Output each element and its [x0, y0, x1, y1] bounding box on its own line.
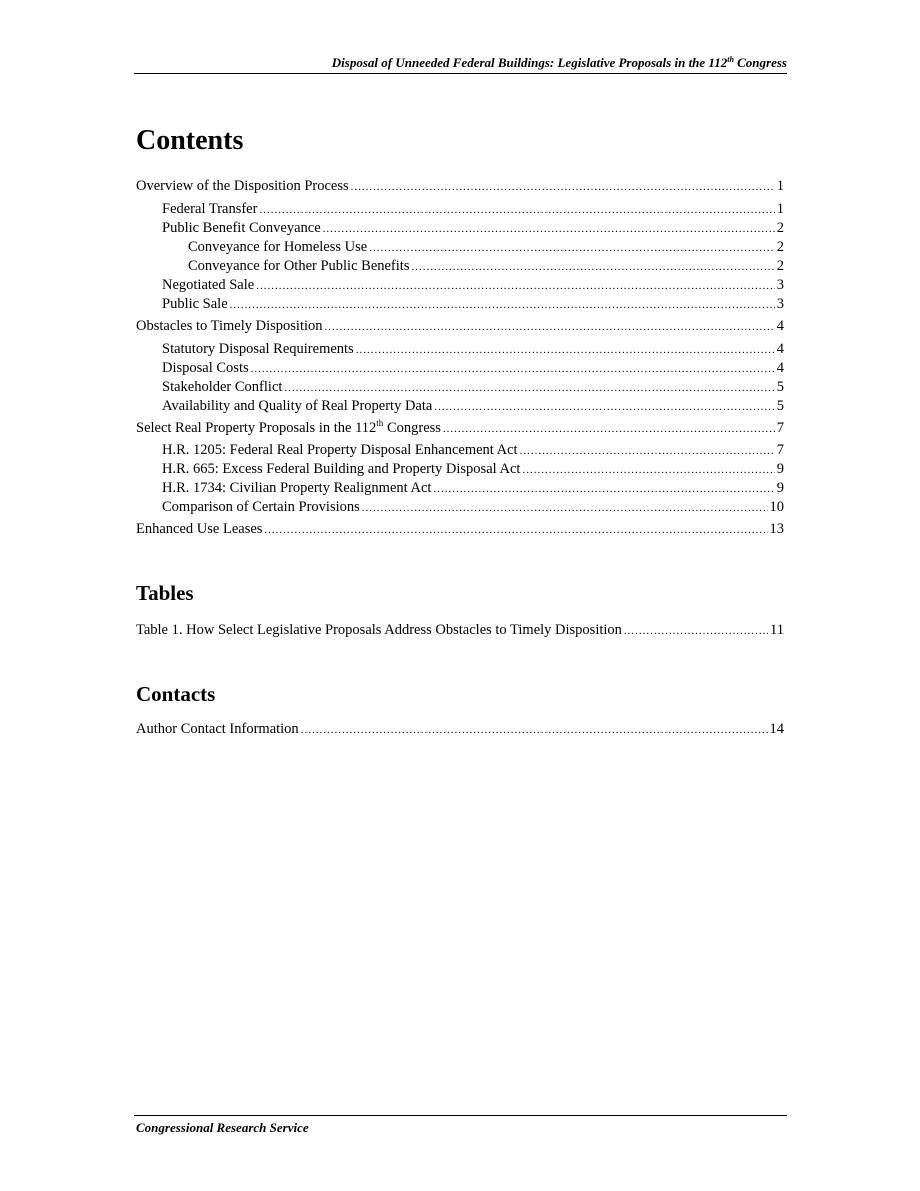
toc-entry-page: 2	[776, 239, 784, 255]
toc-entry-page: 4	[776, 341, 784, 357]
toc-entry-page: 1	[776, 201, 784, 217]
toc-entry-public-sale[interactable]	[162, 295, 784, 313]
toc-entry-obstacles[interactable]	[136, 317, 784, 335]
toc-entry-author-contact[interactable]	[136, 720, 784, 738]
toc-entry-label: Conveyance for Other Public Benefits	[188, 258, 410, 274]
header-rule	[134, 73, 787, 74]
toc-entry-page: 3	[776, 296, 784, 312]
toc-entry-label: Federal Transfer	[162, 201, 258, 217]
toc-entry-label: Disposal Costs	[162, 360, 249, 376]
toc-entry-real-property-data[interactable]	[162, 397, 784, 415]
running-header	[134, 55, 787, 71]
header-title-superscript: th	[727, 55, 734, 64]
dot-leader	[351, 178, 775, 196]
dot-leader	[443, 420, 775, 438]
toc-entry-table-1[interactable]	[136, 621, 784, 639]
toc-entry-page: 7	[776, 420, 784, 436]
toc-entry-label: Stakeholder Conflict	[162, 379, 283, 395]
toc-entry-enhanced-use-leases[interactable]	[136, 520, 784, 538]
toc-entry-label: Author Contact Information	[136, 721, 299, 737]
toc-entry-page: 5	[776, 379, 784, 395]
toc-entry-stakeholder-conflict[interactable]	[162, 378, 784, 396]
dot-leader	[520, 442, 775, 460]
toc-entry-page: 13	[769, 521, 784, 537]
toc-entry-label: Conveyance for Homeless Use	[188, 239, 368, 255]
dot-leader	[411, 258, 774, 276]
toc-entry-page: 9	[776, 480, 784, 496]
contents-title: Contents	[136, 125, 244, 156]
dot-leader	[323, 220, 775, 238]
toc-entry-page: 9	[776, 461, 784, 477]
toc-entry-label-main: Select Real Property Proposals in the 112	[136, 420, 377, 436]
toc-entry-label-superscript: th	[376, 418, 384, 428]
toc-entry-label-end: Congress	[383, 420, 441, 436]
dot-leader	[301, 721, 768, 739]
dot-leader	[325, 318, 775, 336]
toc-entry-label	[136, 419, 441, 437]
contacts-title: Contacts	[136, 682, 216, 706]
toc-entry-label: Comparison of Certain Provisions	[162, 499, 360, 515]
toc-entry-other-public-benefits[interactable]	[188, 257, 784, 275]
toc-entry-disposal-costs[interactable]	[162, 359, 784, 377]
header-title: Disposal of Unneeded Federal Buildings: Legislative Proposals in the 112	[331, 55, 728, 70]
toc-entry-page: 11	[770, 622, 784, 638]
dot-leader	[256, 277, 775, 295]
toc-entry-hr-1734[interactable]	[162, 479, 784, 497]
toc-entry-label: Availability and Quality of Real Property Data	[162, 398, 433, 414]
toc-entry-page: 2	[776, 258, 784, 274]
toc-entry-label: Table 1. How Select Legislative Proposals Address Obstacles to Timely Disposition	[136, 622, 622, 638]
dot-leader	[230, 296, 775, 314]
toc-entry-hr-665[interactable]	[162, 460, 784, 478]
dot-leader	[356, 341, 775, 359]
dot-leader	[251, 360, 775, 378]
toc-entry-label: Public Sale	[162, 296, 228, 312]
footer-text: Congressional Research Service	[136, 1120, 309, 1135]
dot-leader	[264, 521, 767, 539]
toc-entry-negotiated-sale[interactable]	[162, 276, 784, 294]
toc-entry-label: Enhanced Use Leases	[136, 521, 263, 537]
toc-entry-federal-transfer[interactable]	[162, 200, 784, 218]
toc-entry-label: Public Benefit Conveyance	[162, 220, 321, 236]
toc-entry-select-proposals[interactable]	[136, 419, 784, 437]
toc-entry-label: H.R. 1734: Civilian Property Realignment Act	[162, 480, 432, 496]
toc-entry-label: Statutory Disposal Requirements	[162, 341, 354, 357]
dot-leader	[434, 398, 774, 416]
toc-entry-page: 10	[769, 499, 784, 515]
toc-entry-statutory-requirements[interactable]	[162, 340, 784, 358]
footer-rule	[134, 1115, 787, 1116]
toc-entry-comparison[interactable]	[162, 498, 784, 516]
dot-leader	[362, 499, 768, 517]
toc-entry-public-benefit-conveyance[interactable]	[162, 219, 784, 237]
toc-entry-page: 4	[776, 360, 784, 376]
dot-leader	[433, 480, 774, 498]
header-title-end: Congress	[733, 55, 787, 70]
dot-leader	[284, 379, 774, 397]
toc-entry-label: Negotiated Sale	[162, 277, 255, 293]
toc-entry-page: 3	[776, 277, 784, 293]
toc-entry-overview[interactable]	[136, 177, 784, 195]
dot-leader	[624, 622, 768, 640]
toc-entry-page: 7	[776, 442, 784, 458]
toc-entry-hr-1205[interactable]	[162, 441, 784, 459]
toc-entry-label: Obstacles to Timely Disposition	[136, 318, 323, 334]
toc-entry-homeless-use[interactable]	[188, 238, 784, 256]
dot-leader	[259, 201, 774, 219]
toc-entry-page: 2	[776, 220, 784, 236]
dot-leader	[369, 239, 775, 257]
dot-leader	[522, 461, 774, 479]
toc-entry-page: 4	[776, 318, 784, 334]
toc-entry-page: 5	[776, 398, 784, 414]
toc-entry-label: Overview of the Disposition Process	[136, 178, 349, 194]
toc-entry-page: 14	[769, 721, 784, 737]
tables-title: Tables	[136, 581, 194, 605]
toc-entry-label: H.R. 665: Excess Federal Building and Property Disposal Act	[162, 461, 521, 477]
toc-entry-page: 1	[776, 178, 784, 194]
toc-entry-label: H.R. 1205: Federal Real Property Disposal Enhancement Act	[162, 442, 518, 458]
